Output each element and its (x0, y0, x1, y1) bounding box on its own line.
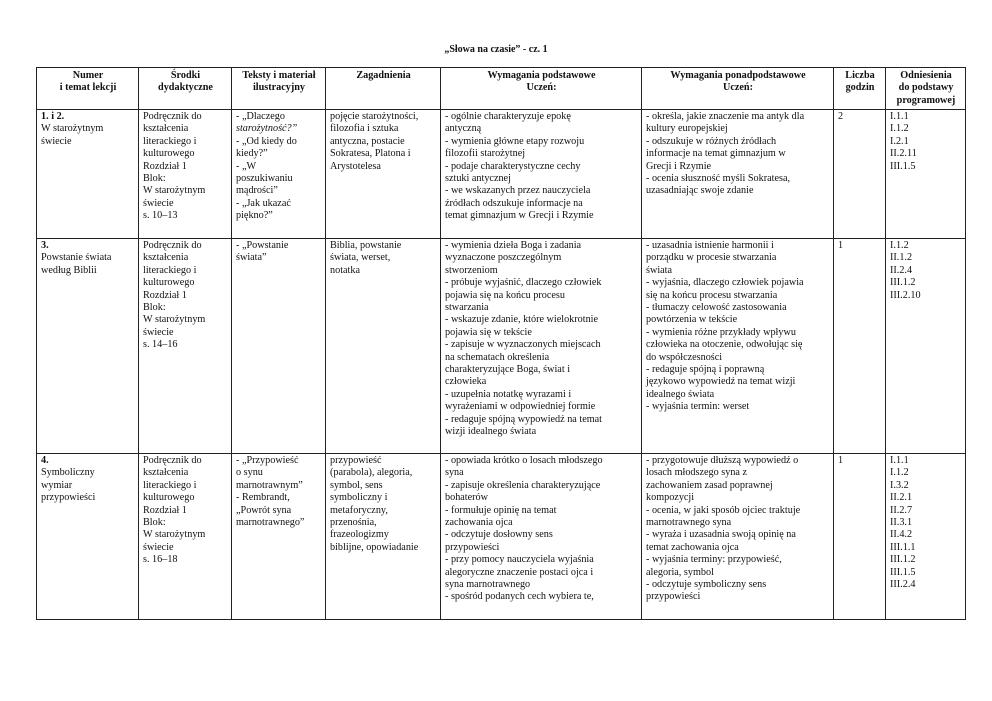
cell-line: wizji idealnego świata (445, 426, 537, 438)
cell-line: przypowieści (646, 591, 701, 603)
cell-line: W starożytnym (143, 529, 206, 541)
cell-line: - spośród podanych cech wybiera te, (445, 591, 594, 603)
cell-line: kształcenia (143, 252, 189, 264)
header-basic (441, 68, 642, 110)
header-line: Odniesienia (900, 70, 952, 81)
cell-line: III.1.5 (890, 160, 916, 172)
table-row (37, 239, 966, 454)
cell-line: - podaje charakterystyczne cechy (445, 160, 581, 172)
cell-line: powtórzenia w tekście (646, 314, 738, 326)
lesson-number: 4. (41, 455, 49, 466)
cell-line: syna (445, 467, 464, 479)
curriculum-refs-cell (886, 454, 966, 620)
cell-line: I.1.1 (890, 111, 909, 122)
cell-line: świata” (236, 252, 267, 264)
cell-line: człowieka (445, 376, 487, 388)
cell-line: - we wskazanych przez nauczyciela (445, 185, 591, 197)
cell-line: 2 (838, 111, 844, 122)
lesson-topic-line: przypowieści (41, 492, 96, 504)
texts-cell (232, 110, 326, 239)
cell-line: antyczna, postacie (330, 135, 405, 147)
cell-line: s. 14–16 (143, 339, 178, 351)
lesson-number: 3. (41, 240, 49, 251)
cell-line: 1 (838, 455, 844, 466)
cell-line: s. 16–18 (143, 554, 178, 566)
cell-line: „Powrót syna (236, 504, 292, 516)
cell-line: marnotrawnego” (236, 517, 305, 529)
hours-cell (834, 110, 886, 239)
advanced-requirements-cell (642, 454, 834, 620)
cell-line: (parabola), alegoria, (330, 467, 413, 479)
cell-line: Biblia, powstanie (330, 240, 402, 251)
cell-line: - ocenia słuszność myśli Sokratesa, (646, 173, 791, 185)
cell-line: filozofii starożytnej (445, 148, 526, 160)
cell-line: - uzupełnia notatkę wyrazami i (445, 388, 572, 400)
header-line: Teksty i materiał (242, 70, 316, 81)
cell-line: III.1.2 (890, 554, 916, 566)
cell-line: I.1.2 (890, 240, 909, 251)
cell-line: I.2.1 (890, 135, 909, 147)
cell-line: II.2.7 (890, 504, 913, 516)
texts-cell (232, 454, 326, 620)
cell-line: stwarzania (445, 302, 489, 314)
cell-line: do współczesności (646, 351, 723, 363)
cell-line: piękno?” (236, 210, 273, 222)
cell-line: - określa, jakie znaczenie ma antyk dla (646, 111, 805, 122)
cell-line: wyrażeniami w odpowiedniej formie (445, 401, 596, 413)
cell-line: notatka (330, 264, 360, 276)
cell-line: alegoryczne znaczenie postaci ojca i (445, 566, 594, 578)
advanced-requirements-cell (642, 239, 834, 454)
cell-line: - „Przypowieść (236, 455, 299, 466)
cell-line: źródłach odszukuje informacje na (445, 197, 583, 209)
cell-line: literackiego i (143, 479, 197, 491)
cell-line: bohaterów (445, 492, 488, 504)
cell-line: - wyjaśnia termin: werset (646, 401, 750, 413)
cell-line: na schematach określenia (445, 351, 550, 363)
cell-line: - ogólnie charakteryzuje epokę (445, 111, 571, 122)
means-cell (139, 239, 232, 454)
header-lesson (37, 68, 139, 110)
cell-line: - odczytuje symboliczny sens (646, 579, 767, 591)
curriculum-refs-cell (886, 110, 966, 239)
cell-line: - „W (236, 160, 257, 172)
cell-line: alegoria, symbol (646, 566, 714, 578)
lesson-topic-line: Powstanie świata (41, 252, 112, 264)
cell-line: zachowania ojca (445, 517, 513, 529)
header-line: Środki (170, 70, 201, 81)
cell-line: świecie (143, 326, 174, 338)
lesson-topic-line: świecie (41, 135, 72, 147)
cell-line: symbol, sens (330, 479, 383, 491)
cell-line: językowo wypowiedź na temat wizji (646, 376, 796, 388)
cell-line: - „Dlaczego (236, 111, 285, 122)
cell-line: literackiego i (143, 135, 197, 147)
cell-line: - zapisuje określenia charakteryzujące (445, 479, 601, 491)
cell-line: informacje na temat gimnazjum w (646, 148, 786, 160)
cell-line: kultury europejskiej (646, 123, 728, 135)
cell-line: I.1.2 (890, 123, 909, 135)
cell-line: II.2.4 (890, 264, 913, 276)
cell-line: zachowaniem zasad poprawnej (646, 479, 773, 491)
cell-line: świecie (143, 197, 174, 209)
cell-line: III.1.5 (890, 566, 916, 578)
lesson-cell (37, 454, 139, 620)
cell-line: W starożytnym (143, 314, 206, 326)
cell-line: się na końcu procesu stwarzania (646, 289, 778, 301)
cell-line: uzasadniając swoje zdanie (646, 185, 754, 197)
cell-line: kompozycji (646, 492, 695, 504)
header-line: do podstawy (898, 82, 954, 94)
cell-line: - wyjaśnia, dlaczego człowiek pojawia (646, 277, 804, 289)
cell-line: I.3.2 (890, 479, 909, 491)
cell-line: temat zachowania ojca (646, 541, 739, 553)
issues-cell (326, 454, 441, 620)
lesson-cell (37, 110, 139, 239)
cell-line: kulturowego (143, 148, 195, 160)
curriculum-refs-cell (886, 239, 966, 454)
cell-line: symboliczny i (330, 492, 388, 504)
header-refs (886, 68, 966, 110)
lesson-cell (37, 239, 139, 454)
cell-line: Blok: (143, 517, 166, 529)
cell-line: - wskazuje zdanie, które wielokrotnie (445, 314, 599, 326)
header-means (139, 68, 232, 110)
cell-line: poszukiwaniu (236, 173, 293, 185)
header-line: ilustracyjny (252, 82, 306, 94)
cell-line: - ocenia, w jaki sposób ojciec traktuje (646, 504, 801, 516)
lesson-number: 1. i 2. (41, 111, 65, 122)
header-issues (326, 68, 441, 110)
header-advanced (642, 68, 834, 110)
lesson-topic-line: według Biblii (41, 264, 97, 276)
cell-line: Podręcznik do (143, 240, 202, 251)
cell-line: II.3.1 (890, 517, 913, 529)
cell-line: II.4.2 (890, 529, 913, 541)
basic-requirements-cell (441, 110, 642, 239)
cell-line: W starożytnym (143, 185, 206, 197)
header-hours (834, 68, 886, 110)
header-line: programowej (896, 94, 956, 106)
cell-line: - opowiada krótko o losach młodszego (445, 455, 603, 466)
cell-line: - „Jak ukazać (236, 197, 291, 209)
cell-line: I.1.1 (890, 455, 909, 466)
cell-line: Rozdział 1 (143, 289, 187, 301)
cell-line: syna marnotrawnego (445, 579, 531, 591)
cell-line: losach młodszego syna z (646, 467, 747, 479)
cell-line: antyczną (445, 123, 482, 135)
cell-line: literackiego i (143, 264, 197, 276)
cell-line: kształcenia (143, 123, 189, 135)
cell-line: - „Powstanie (236, 240, 289, 251)
cell-line: porządku w procesie stwarzania (646, 252, 777, 264)
cell-line: II.1.2 (890, 252, 913, 264)
cell-line: idealnego świata (646, 388, 715, 400)
hours-cell (834, 454, 886, 620)
cell-line: przypowieść (330, 455, 382, 466)
header-line: dydaktyczne (158, 82, 213, 94)
cell-line: - próbuje wyjaśnić, dlaczego człowiek (445, 277, 602, 289)
header-row (37, 68, 966, 110)
header-line: Wymagania ponadpodstawowe (670, 70, 806, 81)
cell-line: - redaguje spójną wypowiedź na temat (445, 413, 603, 425)
cell-line: Rozdział 1 (143, 504, 187, 516)
cell-line: stworzeniom (445, 264, 498, 276)
cell-line: s. 10–13 (143, 210, 178, 222)
cell-line: świecie (143, 541, 174, 553)
cell-line: - „Od kiedy do (236, 135, 297, 147)
cell-line: Podręcznik do (143, 455, 202, 466)
cell-line: - odczytuje dosłowny sens (445, 529, 553, 541)
cell-line: - wymienia różne przykłady wpływu (646, 326, 796, 338)
cell-line: Podręcznik do (143, 111, 202, 122)
cell-line: - przygotowuje dłuższą wypowiedź o (646, 455, 799, 466)
cell-line: mądrości” (236, 185, 278, 197)
cell-line: pojawia się w tekście (445, 326, 532, 338)
cell-line: frazeologizmy (330, 529, 389, 541)
lesson-plan-table (36, 67, 966, 620)
cell-line: świata (646, 264, 673, 276)
cell-line: przenośnia, (330, 517, 377, 529)
lesson-topic-line: Symboliczny (41, 467, 95, 479)
cell-line: Rozdział 1 (143, 160, 187, 172)
cell-line: - formułuje opinię na temat (445, 504, 557, 516)
basic-requirements-cell (441, 239, 642, 454)
cell-line: III.1.2 (890, 277, 916, 289)
cell-line: - przy pomocy nauczyciela wyjaśnia (445, 554, 594, 566)
header-line: Liczba (845, 70, 875, 81)
cell-line: Blok: (143, 173, 166, 185)
issues-cell (326, 110, 441, 239)
header-texts (232, 68, 326, 110)
document-title: „Słowa na czasie” - cz. 1 (444, 44, 548, 55)
cell-line: świata, werset, (330, 252, 391, 264)
cell-line: - zapisuje w wyznaczonych miejscach (445, 339, 601, 351)
cell-line: - wymienia dzieła Boga i zadania (445, 240, 582, 251)
cell-line: - redaguje spójną i poprawną (646, 364, 765, 376)
cell-line: o synu (236, 467, 263, 479)
basic-requirements-cell (441, 454, 642, 620)
cell-line: Blok: (143, 302, 166, 314)
header-line: Uczeń: (723, 82, 753, 94)
lesson-topic-line: W starożytnym (41, 123, 104, 135)
cell-line: kiedy?” (236, 148, 268, 160)
cell-line: człowieka na otoczenie, odwołując się (646, 339, 803, 351)
cell-line: Arystotelesa (330, 160, 381, 172)
table-row (37, 454, 966, 620)
cell-line: II.2.1 (890, 492, 913, 504)
cell-line: przypowieści (445, 541, 500, 553)
cell-line: 1 (838, 240, 844, 251)
cell-line: Grecji i Rzymie (646, 160, 712, 172)
cell-line: marnotrawnego syna (646, 517, 732, 529)
cell-line: Sokratesa, Platona i (330, 148, 411, 160)
table-row (37, 110, 966, 239)
cell-line: - tłumaczy celowość zastosowania (646, 302, 787, 314)
cell-line: II.2.11 (890, 148, 917, 160)
lesson-topic-line: wymiar (41, 479, 73, 491)
cell-line: kulturowego (143, 277, 195, 289)
cell-line: III.2.10 (890, 289, 921, 301)
header-line: Uczeń: (526, 82, 557, 94)
cell-line: biblijne, opowiadanie (330, 541, 419, 553)
issues-cell (326, 239, 441, 454)
cell-line: III.2.4 (890, 579, 916, 591)
means-cell (139, 454, 232, 620)
cell-line: marnotrawnym” (236, 479, 303, 491)
cell-line: III.1.1 (890, 541, 916, 553)
cell-line: kształcenia (143, 467, 189, 479)
texts-cell (232, 239, 326, 454)
cell-line: charakteryzujące Boga, świat i (445, 364, 571, 376)
cell-line: metaforyczny, (330, 504, 388, 516)
cell-line: - wymienia główne etapy rozwoju (445, 135, 585, 147)
cell-line: kulturowego (143, 492, 195, 504)
header-line: Wymagania podstawowe (487, 70, 596, 81)
cell-line: pojęcie starożytności, (330, 111, 419, 122)
header-line: godzin (845, 82, 875, 94)
cell-line: - uzasadnia istnienie harmonii i (646, 240, 774, 251)
cell-line: sztuki antycznej (445, 173, 511, 185)
cell-line: - Rembrandt, (236, 492, 290, 504)
cell-line: - odszukuje w różnych źródłach (646, 135, 777, 147)
cell-line: wyznaczone poszczególnym (445, 252, 562, 264)
cell-line: - wyjaśnia terminy: przypowieść, (646, 554, 782, 566)
cell-line: pojawia się na końcu procesu (445, 289, 565, 301)
advanced-requirements-cell (642, 110, 834, 239)
cell-line: temat gimnazjum w Grecji i Rzymie (445, 210, 594, 222)
header-line: Numer (72, 70, 104, 81)
cell-line: starożytność?” (236, 123, 298, 135)
header-line: Zagadnienia (356, 70, 411, 81)
means-cell (139, 110, 232, 239)
header-line: i temat lekcji (59, 82, 117, 94)
hours-cell (834, 239, 886, 454)
cell-line: - wyraża i uzasadnia swoją opinię na (646, 529, 796, 541)
cell-line: I.1.2 (890, 467, 909, 479)
cell-line: filozofia i sztuka (330, 123, 399, 135)
